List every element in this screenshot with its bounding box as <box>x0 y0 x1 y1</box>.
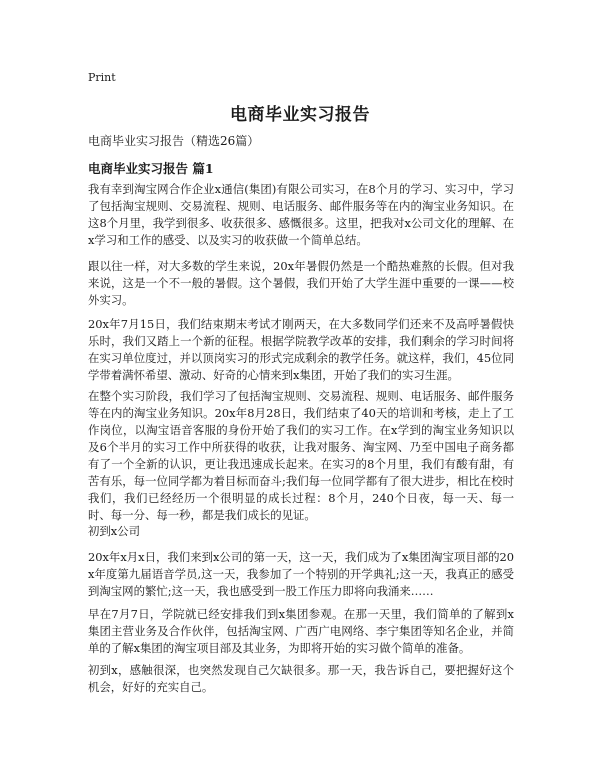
paragraph: 我有幸到淘宝网合作企业x通信(集团)有限公司实习，在8个月的学习、实习中，学习了包括淘宝规则、交易流程、规则、电话服务、邮件服务等在内的淘宝业务知识。在这8个月里，我学到很多、收获很多、感慨很多。这里，把我对x公司文化的理解、在x学习和工作的感受、以及实习的收获做一个简单总结。 <box>88 182 514 247</box>
paragraph: 跟以往一样，对大多数的学生来说，20x年暑假仍然是一个酷热难熬的长假。但对我来说，这是一个不一般的暑假。这个暑假，我们开始了大学生涯中重要的一课——校外实习。 <box>88 259 514 307</box>
paragraph: 20x年7月15日，我们结束期末考试才刚两天，在大多数同学们还来不及高呼暑假快乐时，我们又踏上一个新的征程。根据学院教学改革的安排，我们剩余的学习时间将在实习单位度过，并以顶岗实习的形式完成剩余的教学任务。就这样，我们，45位同学带着满怀希望、激动、好奇的心情来到x集团，开始了我们的实习生涯。 <box>88 317 514 382</box>
document-subtitle: 电商毕业实习报告（精选26篇） <box>88 134 260 148</box>
section-heading: 电商毕业实习报告 篇1 <box>88 161 214 176</box>
paragraph-subheading: 初到x公司 <box>88 524 140 538</box>
document-title: 电商毕业实习报告 <box>230 105 370 125</box>
paragraph: 在整个实习阶段，我们学习了包括淘宝规则、交易流程、规则、电话服务、邮件服务等在内的淘宝业务知识。20x年8月28日，我们结束了40天的培训和考核，走上了工作岗位，以淘宝语音客服的身份开始了我们的实习工作。在x学到的淘宝业务知识以及6个半月的实习工作中所获得的收获，让我对服务、淘宝网、乃至中国电子商务都有了一个全新的认识，更让我迅速成长起来。在实习的8个月里，我们有酸有甜，有苦有乐，每一位同学都为着目标而奋斗;我们每一位同学都有了很大进步，相比在校时我们，我们已经经历一个很明显的成长过程：8个月，240个日夜，每一天、每一时、每一分、每一秒，都是我们成长的见证。 <box>88 389 514 522</box>
paragraph: 初到x，感触很深，也突然发现自己欠缺很多。那一天，我告诉自己，要把握好这个机会，好好的充实自己。 <box>88 663 514 694</box>
paragraph: 20x年x月x日，我们来到x公司的第一天，这一天，我们成为了x集团淘宝项目部的20x年度第九届语音学员,这一天，我参加了一个特别的开学典礼;这一天，我真正的感受到淘宝网的繁忙;这一天，我也感受到一股工作压力即将向我涌来…… <box>88 550 514 598</box>
paragraph: 早在7月7日，学院就已经安排我们到x集团参观。在那一天里，我们简单的了解到x集团主营业务及合作伙伴，包括淘宝网、广西广电网络、李宁集团等知名企业，并简单的了解x集团的淘宝项目部及其业务，为即将开始的实习做个简单的准备。 <box>88 607 514 655</box>
print-label[interactable]: Print <box>88 71 116 84</box>
